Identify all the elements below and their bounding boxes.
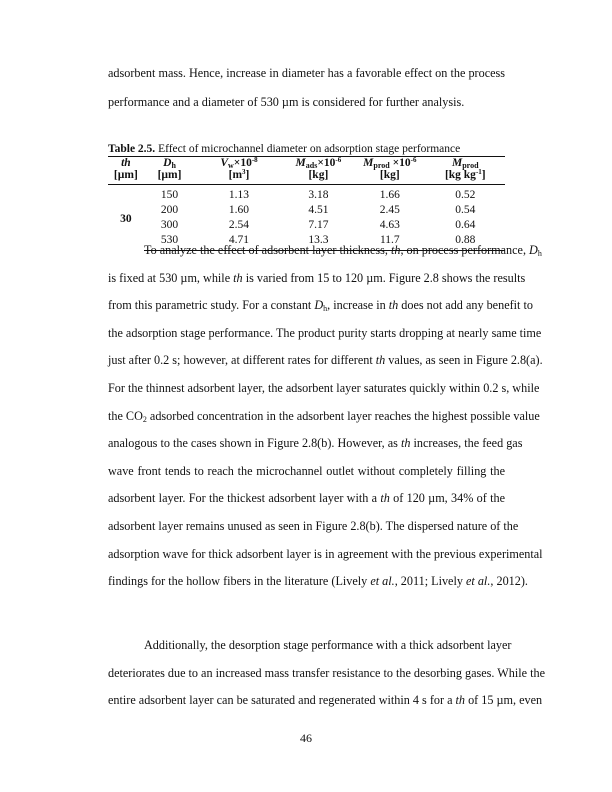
text-run: th xyxy=(390,243,401,257)
text-run: Additionally, the desorption stage performance with a thick adsorbent layer xyxy=(144,638,512,652)
table-header-row xyxy=(108,157,505,170)
text-line xyxy=(108,353,543,368)
column-unit xyxy=(108,169,144,185)
text-run: ×10 xyxy=(389,157,411,169)
text-run: , on process performance, xyxy=(400,243,530,257)
text-run: values, as seen in Figure 2.8(a). xyxy=(385,353,543,368)
text-run: the CO xyxy=(108,408,143,423)
text-run: prod xyxy=(462,161,479,170)
table-cell: 2.45 xyxy=(379,204,400,216)
text-line xyxy=(108,270,526,285)
text-line xyxy=(108,574,528,589)
text-run: 2 xyxy=(142,414,147,424)
table-cell: 530 xyxy=(144,233,196,251)
text-run: et al. xyxy=(466,574,491,589)
text-run: , 2012). xyxy=(490,574,528,589)
text-run: V xyxy=(220,157,228,169)
text-run: -6 xyxy=(410,156,417,164)
table-cell: 300 xyxy=(160,219,179,231)
text-run: th xyxy=(388,298,399,313)
column-header xyxy=(354,157,425,170)
text-line xyxy=(108,408,540,424)
text-run: h xyxy=(323,304,328,314)
text-run: [kg] xyxy=(379,169,400,181)
text-run: D xyxy=(529,243,538,257)
text-run: th xyxy=(455,693,466,708)
table-cell: 0.88 xyxy=(426,233,505,251)
text-line xyxy=(108,66,505,80)
text-run: adsorbent layer. For the thickest adsorbent layer with a xyxy=(108,491,381,506)
text-line xyxy=(108,519,519,533)
text-run: To analyze the effect of adsorbent layer thickness, xyxy=(144,243,391,257)
text-run: adsorbent mass. Hence, increase in diameter has a favorable effect on the process xyxy=(108,66,505,80)
text-run: from this parametric study. For a constant xyxy=(108,298,315,313)
text-run: adsorption wave for thick adsorbent layer is in agreement with the previous experimental xyxy=(108,546,543,561)
text-run: -1 xyxy=(475,168,482,176)
text-run: [m xyxy=(228,169,243,181)
text-run: adsorbent layer remains unused as seen in Figure 2.8(b). The dispersed nature of the xyxy=(108,519,519,533)
column-unit xyxy=(283,169,354,185)
table-row xyxy=(108,203,505,218)
text-run: M xyxy=(295,157,306,169)
text-run: h xyxy=(537,249,542,258)
table-row xyxy=(108,218,505,233)
table-cell: 150 xyxy=(160,189,179,201)
text-run: [µm] xyxy=(157,169,182,181)
column-header xyxy=(195,157,282,170)
table-cell: 0.54 xyxy=(455,204,476,216)
table-caption xyxy=(108,143,460,155)
text-run: just after 0.2 s; however, at different rates for different xyxy=(108,353,376,368)
column-unit xyxy=(195,169,282,185)
table-caption-label: Table 2.5. xyxy=(108,143,156,155)
column-header xyxy=(426,157,505,170)
text-run: th xyxy=(121,157,131,169)
table-row xyxy=(108,185,505,204)
text-run: D xyxy=(314,298,324,313)
text-run: th xyxy=(375,353,386,368)
text-line xyxy=(108,436,523,451)
text-run: 3 xyxy=(242,168,246,176)
table-cell: 1.66 xyxy=(379,189,400,201)
table-cell: 1.13 xyxy=(228,189,250,201)
text-run: ads xyxy=(305,161,318,170)
text-run: M xyxy=(363,157,374,169)
text-run: performance and a diameter of 530 µm is considered for further analysis. xyxy=(108,94,465,109)
table-cell: 0.52 xyxy=(455,189,476,201)
text-line xyxy=(108,325,542,340)
column-header xyxy=(144,157,196,170)
table-cell: 1.60 xyxy=(228,204,250,216)
column-header xyxy=(108,157,144,170)
text-run: is varied from 15 to 120 µm. Figure 2.8 shows the results xyxy=(242,270,526,285)
text-run: , increase in xyxy=(327,298,389,313)
table-cell: 7.17 xyxy=(308,219,329,231)
text-run: , 2011; Lively xyxy=(394,574,466,589)
text-run: th xyxy=(380,491,390,506)
text-run: et al. xyxy=(370,574,395,589)
text-line xyxy=(108,693,543,708)
text-line xyxy=(108,491,505,505)
text-line xyxy=(108,298,533,314)
text-run: ] xyxy=(245,169,250,181)
text-run: M xyxy=(452,157,463,169)
text-line xyxy=(108,464,505,478)
text-run: findings for the hollow fibers in the literature (Lively xyxy=(108,574,371,589)
text-run: the adsorption stage performance. The product purity starts dropping at nearly same time xyxy=(108,325,542,340)
text-run: entire adsorbent layer can be saturated and regenerated within 4 s for a xyxy=(108,693,456,708)
text-run: -8 xyxy=(251,156,258,164)
text-run: is fixed at 530 µm, while xyxy=(108,270,234,285)
text-run: of 120 µm, 34% of the xyxy=(389,491,506,506)
thickness-cell: 30 xyxy=(120,212,132,225)
text-line xyxy=(108,665,546,680)
text-run: ×10 xyxy=(317,157,336,169)
text-run: ×10 xyxy=(233,157,252,169)
text-run: h xyxy=(171,161,176,170)
table-cell: 4.63 xyxy=(379,219,400,231)
table-cell: 3.18 xyxy=(308,189,329,201)
table-cell: 0.64 xyxy=(455,219,476,231)
text-line xyxy=(108,638,512,652)
page-number: 46 xyxy=(300,731,312,745)
text-run: adsorbed concentration in the adsorbent layer reaches the highest possible value xyxy=(146,408,540,423)
table-cell: 13.3 xyxy=(283,233,354,251)
text-run: wave front tends to reach the microchannel outlet without completely filling the xyxy=(108,463,505,478)
column-unit xyxy=(144,169,196,185)
column-header xyxy=(283,157,354,170)
text-line xyxy=(108,381,540,395)
text-run: does not add any benefit to xyxy=(398,298,533,313)
text-run: analogous to the cases shown in Figure 2.8(b). However, as xyxy=(108,436,401,451)
text-run: increases, the feed gas xyxy=(410,436,523,451)
text-run: D xyxy=(163,157,172,169)
text-run: [kg kg xyxy=(444,169,476,181)
table-cell: 11.7 xyxy=(354,233,425,251)
text-run: For the thinnest adsorbent layer, the adsorbent layer saturates quickly within 0.2 s, while xyxy=(108,381,540,395)
text-line xyxy=(108,243,542,258)
text-line xyxy=(108,546,543,561)
table-unit-row xyxy=(108,169,505,185)
table-cell: 4.71 xyxy=(195,233,282,251)
text-run: -6 xyxy=(335,156,342,164)
table-cell: 2.54 xyxy=(228,219,250,231)
diameter-effect-table xyxy=(108,156,505,251)
column-unit xyxy=(426,169,505,185)
text-run: [µm] xyxy=(113,169,138,181)
text-run: deteriorates due to an increased mass transfer resistance to the desorbing gases. While the xyxy=(108,665,546,680)
text-run: w xyxy=(227,161,234,170)
column-unit xyxy=(354,169,425,185)
table-cell: 4.51 xyxy=(308,204,329,216)
text-run: ] xyxy=(481,169,486,181)
table-cell: 200 xyxy=(160,204,179,216)
text-run: prod xyxy=(373,161,390,170)
text-run: th xyxy=(233,270,243,285)
table-caption-text: Effect of microchannel diameter on adsorption stage performance xyxy=(155,143,461,155)
text-run: [kg] xyxy=(308,169,329,181)
text-run: th xyxy=(400,436,411,451)
text-line xyxy=(108,95,505,109)
text-run: of 15 µm, even xyxy=(465,693,543,708)
